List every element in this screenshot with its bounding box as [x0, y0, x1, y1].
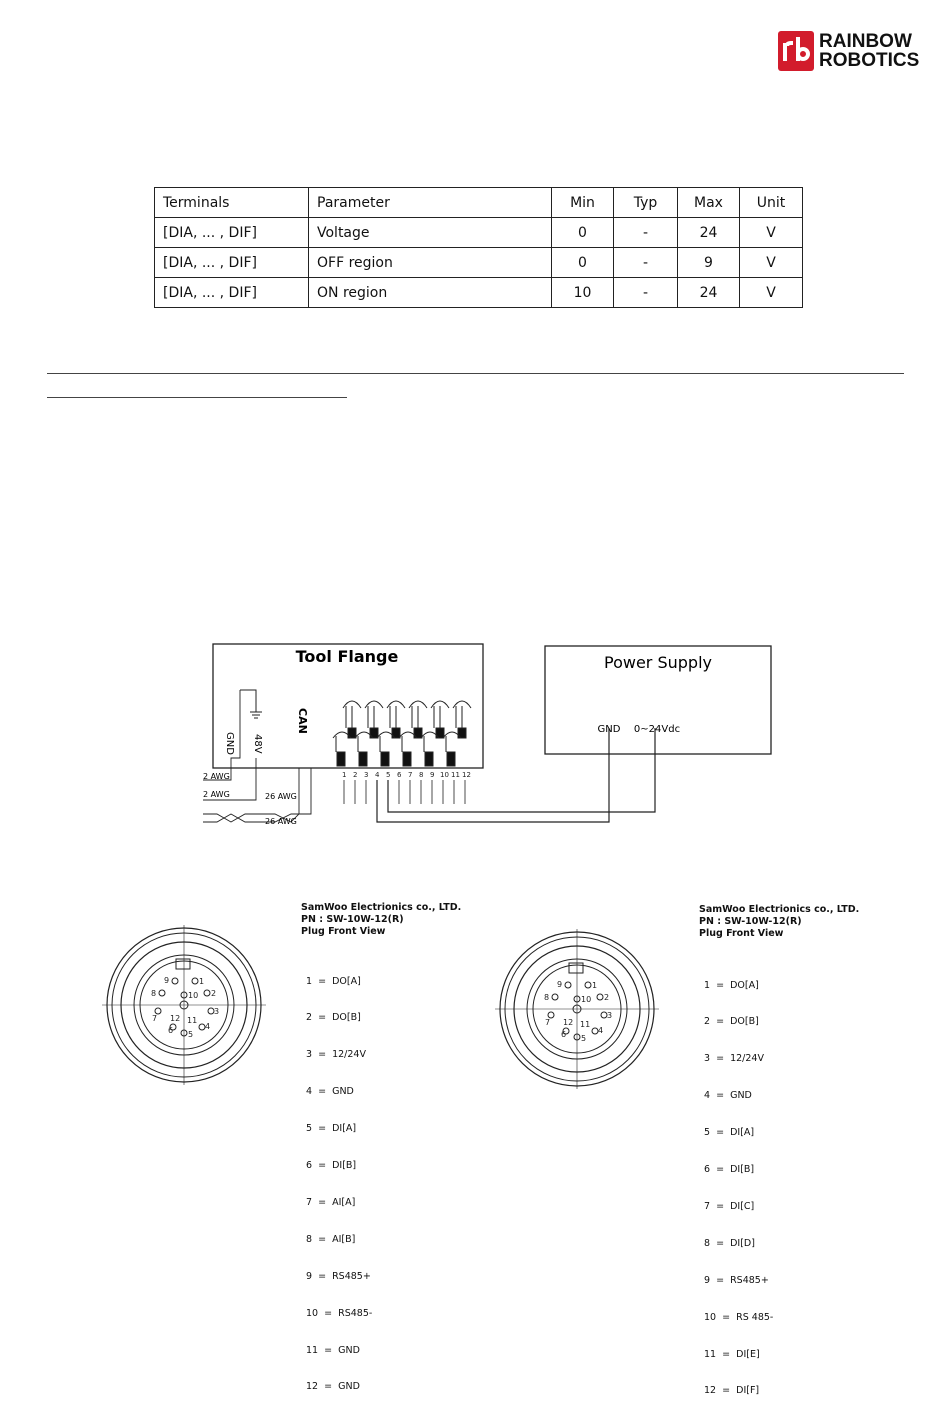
- header-max: Max: [678, 188, 740, 218]
- plug-pin-label: 6: [168, 1026, 174, 1035]
- table-cell: V: [740, 218, 803, 248]
- pin-number: 10: [440, 771, 449, 779]
- pin-number: 7: [408, 771, 413, 779]
- v48-label: 48V: [252, 734, 263, 754]
- table-cell: 0: [552, 218, 614, 248]
- connector-maker: SamWoo Electrionics co., LTD.: [699, 904, 860, 915]
- connector-right-pinmap: [704, 955, 773, 1410]
- pinmap-item: 2 = DO[B]: [704, 1016, 759, 1028]
- header-unit: Unit: [740, 188, 803, 218]
- table-cell: V: [740, 278, 803, 308]
- awg-label: 26 AWG: [265, 817, 297, 826]
- connector-left-pinmap: [306, 951, 372, 1406]
- table-row: [155, 278, 803, 308]
- plug-pin-label: 4: [205, 1022, 211, 1031]
- pin-number: 6: [397, 771, 402, 779]
- plug-pin-label: 3: [607, 1011, 613, 1020]
- pin-number: 3: [364, 771, 369, 779]
- pin-number: 11: [451, 771, 460, 779]
- pin-number: 1: [342, 771, 347, 779]
- connector-view: Plug Front View: [301, 926, 386, 937]
- table-cell: -: [614, 248, 678, 278]
- pinmap-item: 12 = DI[F]: [704, 1385, 760, 1397]
- table-cell: OFF region: [309, 248, 552, 278]
- table-cell: Voltage: [309, 218, 552, 248]
- rainbow-robotics-logo: [778, 30, 919, 72]
- plug-front-view-right: [493, 929, 668, 1099]
- pinmap-item: 3 = 12/24V: [704, 1053, 764, 1065]
- pin-number: 8: [419, 771, 424, 779]
- plug-pin-label: 8: [151, 989, 157, 998]
- table-cell: 24: [678, 218, 740, 248]
- table-cell: 0: [552, 248, 614, 278]
- can-label: CAN: [296, 708, 309, 734]
- awg-label: 2 AWG: [203, 790, 230, 799]
- pinmap-item: 10 = RS485-: [306, 1307, 373, 1319]
- pin-number: 12: [462, 771, 471, 779]
- heading-underline: [47, 397, 347, 398]
- section-divider: [47, 373, 904, 374]
- plug-pin-label: 3: [214, 1007, 220, 1016]
- pinmap-item: 8 = AI[B]: [306, 1233, 356, 1245]
- header-terminals: Terminals: [155, 188, 309, 218]
- plug-pin-label: 9: [557, 980, 563, 989]
- pinmap-item: 8 = DI[D]: [704, 1237, 755, 1249]
- table-cell: 24: [678, 278, 740, 308]
- pinmap-item: 9 = RS485+: [704, 1274, 769, 1286]
- plug-pin-label: 6: [561, 1030, 567, 1039]
- connector-pn: PN : SW-10W-12(R): [699, 916, 802, 927]
- plug-pin-label: 12: [170, 1014, 181, 1023]
- table-cell: V: [740, 248, 803, 278]
- plug-pin-label: 10: [581, 995, 592, 1004]
- ps-gnd-label: GND: [597, 724, 621, 735]
- pinmap-item: 4 = GND: [704, 1090, 752, 1102]
- table-row: [155, 248, 803, 278]
- pinmap-item: 3 = 12/24V: [306, 1049, 366, 1061]
- plug-pin-label: 11: [580, 1020, 591, 1029]
- plug-pin-label: 7: [545, 1018, 551, 1027]
- table-cell: [DIA, ... , DIF]: [155, 278, 309, 308]
- pin-number: 5: [386, 771, 391, 779]
- awg-label: 26 AWG: [265, 792, 297, 801]
- table-row: [155, 218, 803, 248]
- awg-label: 2 AWG: [203, 772, 230, 781]
- pin-number: 4: [375, 771, 380, 779]
- gnd-label: GND: [224, 732, 235, 755]
- pin-number: 2: [353, 771, 358, 779]
- rb-logo-mark-icon: [778, 31, 814, 71]
- table-cell: 9: [678, 248, 740, 278]
- table-cell: ON region: [309, 278, 552, 308]
- pinmap-item: 5 = DI[A]: [306, 1123, 357, 1135]
- plug-pin-label: 1: [199, 977, 205, 986]
- plug-front-view-left: [100, 925, 275, 1095]
- logo-text: [819, 32, 919, 70]
- header-typ: Typ: [614, 188, 678, 218]
- plug-pin-label: 10: [188, 991, 199, 1000]
- pinmap-item: 12 = GND: [306, 1381, 360, 1393]
- power-supply-title: Power Supply: [604, 653, 712, 672]
- plug-pin-label: 9: [164, 976, 170, 985]
- plug-pin-label: 12: [563, 1018, 574, 1027]
- pinmap-item: 9 = RS485+: [306, 1270, 371, 1282]
- plug-pin-label: 4: [598, 1026, 604, 1035]
- pinmap-item: 6 = DI[B]: [306, 1160, 357, 1172]
- header-min: Min: [552, 188, 614, 218]
- pinmap-item: 5 = DI[A]: [704, 1127, 755, 1139]
- logo-line-1: RAINBOW: [819, 31, 912, 52]
- pinmap-item: 7 = DI[C]: [704, 1200, 755, 1212]
- pinmap-item: 10 = RS 485-: [704, 1311, 774, 1323]
- pinmap-item: 1 = DO[A]: [306, 975, 361, 987]
- connector-left-header: [301, 902, 461, 938]
- table-cell: 10: [552, 278, 614, 308]
- logo-line-2: ROBOTICS: [819, 50, 920, 71]
- plug-pin-label: 5: [581, 1034, 587, 1043]
- pinmap-item: 11 = GND: [306, 1344, 360, 1356]
- pinmap-item: 1 = DO[A]: [704, 979, 759, 991]
- connector-pn: PN : SW-10W-12(R): [301, 914, 404, 925]
- pinmap-item: 6 = DI[B]: [704, 1164, 755, 1176]
- pinmap-item: 7 = AI[A]: [306, 1196, 356, 1208]
- table-header-row: [155, 188, 803, 218]
- input-spec-table: [154, 187, 803, 308]
- plug-pin-label: 2: [211, 989, 217, 998]
- tool-flange-title: Tool Flange: [295, 647, 399, 666]
- plug-pin-label: 5: [188, 1030, 194, 1039]
- pinmap-item: 4 = GND: [306, 1086, 354, 1098]
- ps-voltage-label: 0~24Vdc: [633, 724, 681, 735]
- plug-pin-label: 11: [187, 1016, 198, 1025]
- plug-pin-label: 2: [604, 993, 610, 1002]
- plug-pin-label: 7: [152, 1014, 158, 1023]
- pinmap-item: 2 = DO[B]: [306, 1012, 361, 1024]
- pinmap-item: 11 = DI[E]: [704, 1348, 760, 1360]
- wiring-diagram: [195, 640, 785, 840]
- plug-pin-label: 1: [592, 981, 598, 990]
- table-cell: -: [614, 278, 678, 308]
- table-cell: [DIA, ... , DIF]: [155, 248, 309, 278]
- connector-maker: SamWoo Electrionics co., LTD.: [301, 902, 462, 913]
- table-cell: [DIA, ... , DIF]: [155, 218, 309, 248]
- header-parameter: Parameter: [309, 188, 552, 218]
- table-cell: -: [614, 218, 678, 248]
- connector-view: Plug Front View: [699, 928, 784, 939]
- pin-number: 9: [430, 771, 435, 779]
- plug-pin-label: 8: [544, 993, 550, 1002]
- connector-right-header: [699, 904, 859, 940]
